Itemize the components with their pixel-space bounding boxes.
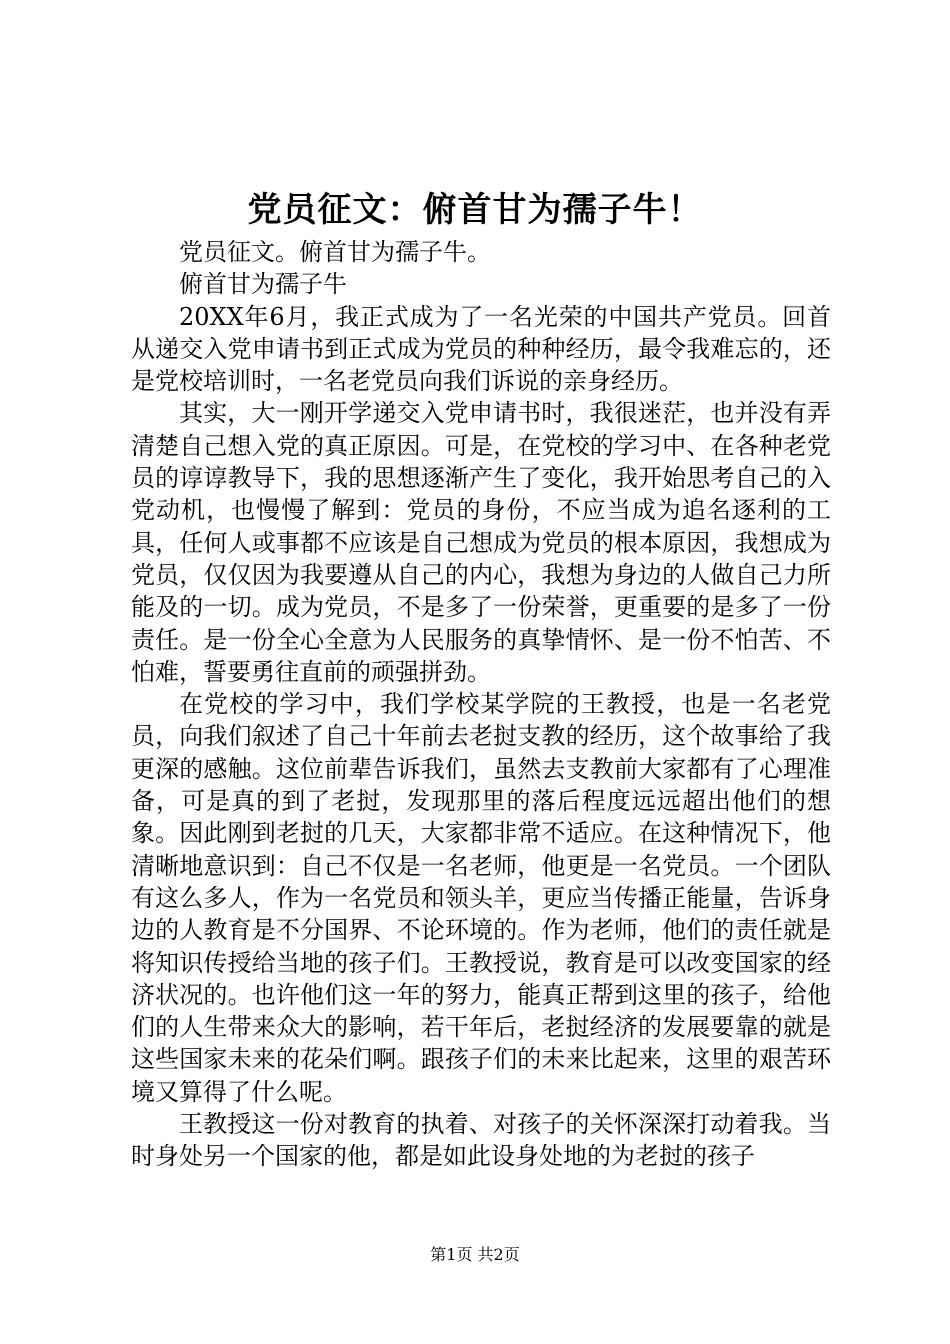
document-title: 党员征文：俯首甘为孺子牛！ <box>247 190 703 230</box>
paragraph-2: 俯首甘为孺子牛 <box>179 270 347 299</box>
paragraph-1: 党员征文。俯首甘为孺子牛。 <box>179 238 491 266</box>
paragraph-6: 王教授这一份对教育的执着、对孩子的关怀深深打动着我。当时身处另一个国家的他，都是如此设身处地的为老挝的孩子 <box>131 1110 831 1171</box>
paragraph-4: 其实，大一刚开学递交入党申请书时，我很迷茫，也并没有弄清楚自己想入党的真正原因。可是，在党校的学习中、在各种老党员的谆谆教导下，我的思想逐渐产生了变化，我开始思考自己的入党动机，也慢慢了解到：党员的身份，不应当成为追名逐利的工具，任何人或事都不应该是自己想成为党员的根本原因，我想成为党员，仅仅因为我要遵从自己的内心，我想为身边的人做自己力所能及的一切。成为党员，不是多了一份荣誉，更重要的是多了一份责任。是一份全心全意为人民服务的真挚情怀、是一份不怕苦、不怕难，誓要勇往直前的顽强拼劲。 <box>131 399 831 686</box>
page-footer: 第1页 共2页 <box>430 1245 520 1264</box>
document-body <box>131 236 831 1173</box>
paragraph-3: 20XX年6月，我正式成为了一名光荣的中国共产党员。回首从递交入党申请书到正式成为党员的种种经历，最令我难忘的，还是党校培训时，一名老党员向我们诉说的亲身经历。 <box>131 302 831 396</box>
paragraph-5: 在党校的学习中，我们学校某学院的王教授，也是一名老党员，向我们叙述了自己十年前去老挝支教的经历，这个故事给了我更深的感触。这位前辈告诉我们，虽然去支教前大家都有了心理准备，可是真的到了老挝，发现那里的落后程度远远超出他们的想象。因此刚到老挝的几天，大家都非常不适应。在这种情况下，他清晰地意识到：自己不仅是一名老师，他更是一名党员。一个团队有这么多人，作为一名党员和领头羊，更应当传播正能量，告诉身边的人教育是不分国界、不论环境的。作为老师，他们的责任就是将知识传授给当地的孩子们。王教授说，教育是可以改变国家的经济状况的。也许他们这一年的努力，能真正帮到这里的孩子，给他们的人生带来众大的影响，若干年后，老挝经济的发展要靠的就是这些国家未来的花朵们啊。跟孩子们的未来比起来，这里的艰苦环境又算得了什么呢。 <box>131 690 831 1106</box>
